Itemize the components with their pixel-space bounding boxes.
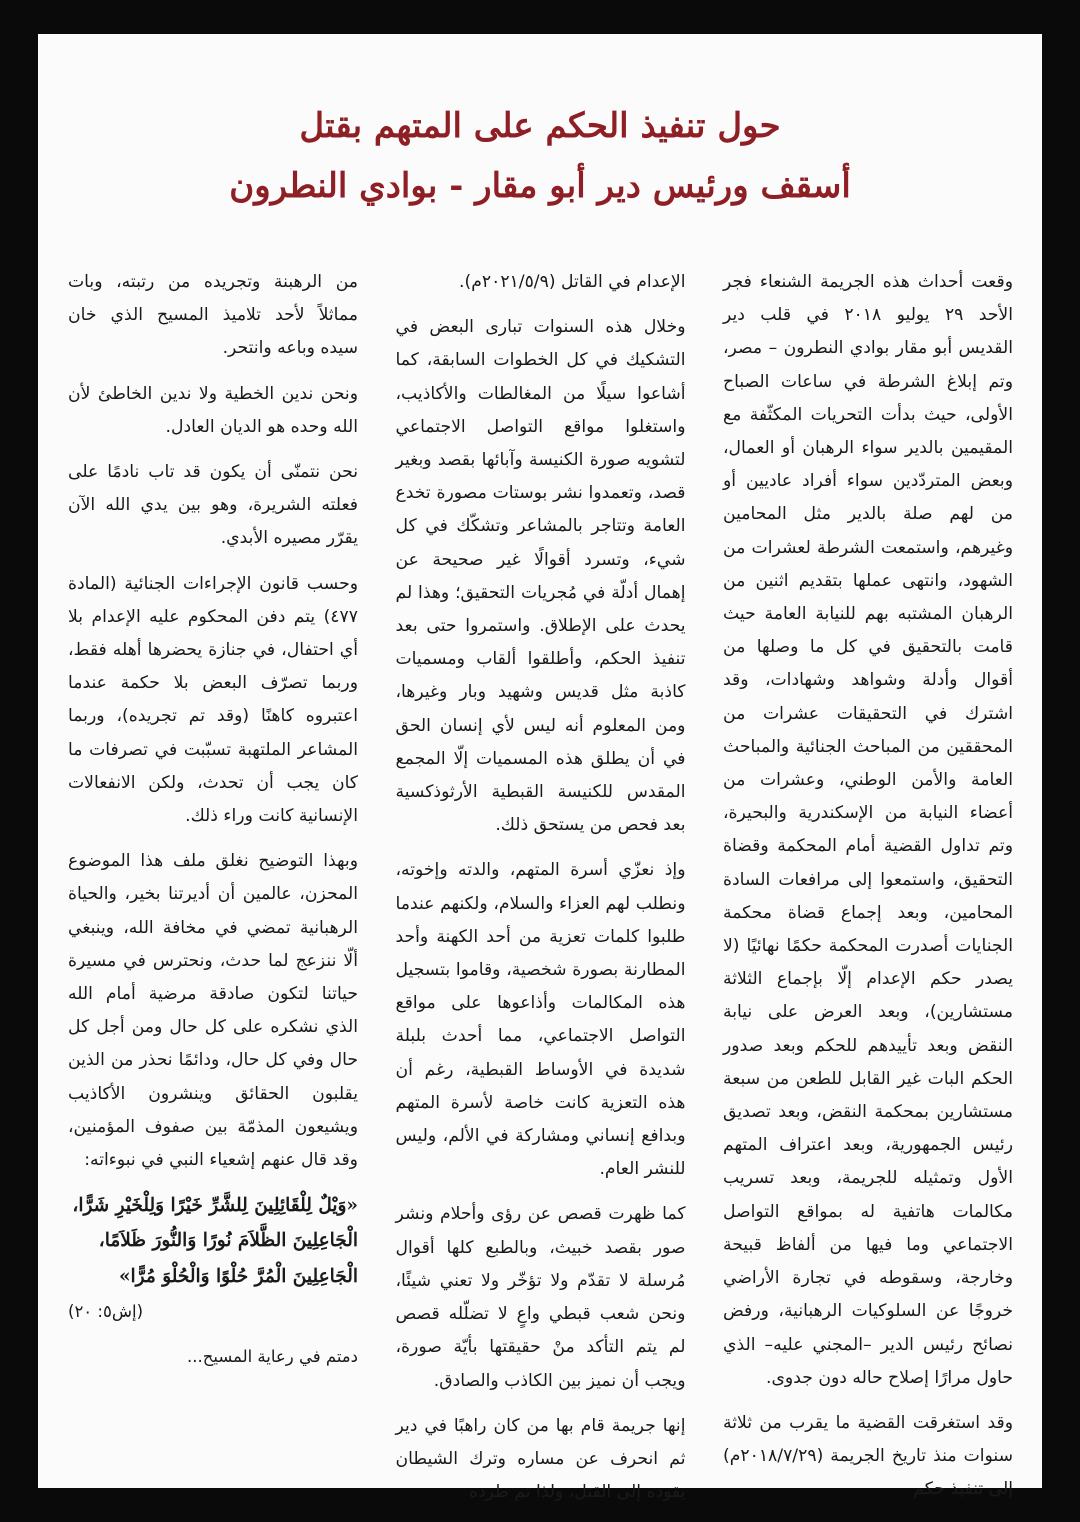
article-title-line-2: أسقف ورئيس دير أبو مقار - بوادي النطرون [229, 166, 851, 206]
column-3-paragraph: وبهذا التوضيح نغلق ملف هذا الموضوع المحزن، عالمين أن أديرتنا بخير، والحياة الرهبانية تمضي في مخافة الله، وينبغي ألّا ننزعج لما حدث، ونحترس في مسيرة حياتنا لتكون صادقة مرضية أمام الله الذي نشكره على كل حال ومن أجل كل حال وفي كل حال، ودائمًا نحذر من الذين يقلبون الحقائق وينشرون الأكاذيب ويشيعون المذمّة بين صفوف المؤمنين، وقد قال عنهم إشعياء النبي في نبوءاته: [68, 851, 358, 1171]
bible-verse-line: الْجَاعِلِينَ الْمُرَّ حُلْوًا وَالْحُلْوَ مُرًّا» [118, 1265, 358, 1287]
article-page [38, 34, 1042, 1503]
column-2-paragraph: كما ظهرت قصص عن رؤى وأحلام ونشر صور بقصد خبيث، وبالطبع كلها أقوال مُرسلة لا تقدّم ولا تؤخّر ولا تعني شيئًا، ونحن شعب قبطي واعٍ لا تضلّله قصص لم يتم التأكد منْ حقيقتها بأيّة صورة، ويجب أن نميز بين الكاذب والصادق. [395, 1204, 686, 1391]
verse-reference: (إش٥: ٢٠) [68, 1301, 144, 1321]
article-title-line-1: حول تنفيذ الحكم على المتهم بقتل [299, 106, 781, 146]
column-3-paragraph: من الرهبنة وتجريده من رتبته، وبات مماثلاً لأحد تلاميذ المسيح الذي خان سيده وباعه وانتحر. [68, 272, 358, 359]
column-2-paragraph: إنها جريمة قام بها من كان راهبًا في دير ثم انحرف عن مساره وترك الشيطان يقوده إلى القتل، ولذا تم طرده [395, 1415, 686, 1503]
column-2-paragraph: وخلال هذه السنوات تبارى البعض في التشكيك في كل الخطوات السابقة، كما أشاعوا سيلًا من المغالطات والأكاذيب، واستغلوا مواقع التواصل الاجتماعي لتشويه صورة الكنيسة وآبائها بقصد وبغير قصد، وتعمدوا نشر بوستات مصورة تخدع العامة وتتاجر بالمشاعر وتشكّك في كل شيء، وتسرد أقوالًا غير صحيحة عن إهمال أدلّة في مُجريات التحقيق؛ وهذا لم يحدث على الإطلاق. واستمروا حتى بعد تنفيذ الحكم، وأطلقوا ألقاب ومسميات كاذبة مثل قديس وشهيد وبار وغيرها، ومن المعلوم أنه ليس لأي إنسان الحق في أن يطلق هذه المسميات إلّا المجمع المقدس للكنيسة القبطية الأرثوذكسية بعد فحص من يستحق ذلك. [395, 317, 686, 836]
column-2 [395, 266, 686, 1503]
column-3-paragraph: وحسب قانون الإجراءات الجنائية (المادة ٤٧٧) يتم دفن المحكوم عليه الإعدام بلا أي احتفال، في جنازة يحضرها أهله فقط، وربما تصرّف البعض بلا حكمة عندما اعتبروه كاهنًا (وقد تم تجريده)، وربما المشاعر الملتهبة تسبّبت في تصرفات ما كان يجب أن تحدث، ولكن الانفعالات الإنسانية كانت وراء ذلك. [68, 573, 358, 827]
column-3-paragraph: نحن نتمنّى أن يكون قد تاب نادمًا على فعلته الشريرة، وهو بين يدي الله الآن يقرّر مصيره الأبدي. [68, 462, 358, 549]
article-columns [68, 266, 1014, 1503]
column-1-paragraph: وقد استغرقت القضية ما يقرب من ثلاثة سنوات منذ تاريخ الجريمة (٢٠١٨/٧/٢٩م) إلى تنفيذ حكم [723, 1412, 1013, 1500]
column-3 [68, 266, 358, 1456]
column-1-paragraph: وقعت أحداث هذه الجريمة الشنعاء فجر الأحد ٢٩ يوليو ٢٠١٨ في قلب دير القديس أبو مقار بوادي النطرون – مصر، وتم إبلاغ الشرطة في ساعات الصباح الأولى، حيث بدأت التحريات المكثّفة مع المقيمين بالدير سواء الرهبان أو العمال، وبعض المتردّدين سواء أفراد عاديين أو من لهم صلة بالدير مثل المحامين وغيرهم، واستمعت الشرطة لعشرات من الشهود، وانتهى عملها بتقديم اثنين من الرهبان المشتبه بهم للنيابة العامة حيث قامت بالتحقيق في كل ما وصلها من أقوال وأدلة وشواهد وشهادات، وقد اشترك في التحقيقات عشرات من المحققين من المباحث الجنائية والمباحث العامة والأمن الوطني، وعشرات من أعضاء النيابة من الإسكندرية والبحيرة، وتم تداول القضية أمام المحكمة وقضاة التحقيق، واستمعوا إلى مرافعات السادة المحامين، وبعد إجماع قضاة محكمة الجنايات أصدرت المحكمة حكمًا نهائيًا (لا يصدر حكم الإعدام إلّا بإجماع الثلاثة مستشارين)، وبعد العرض على نيابة النقض وبعد تأييدهم للحكم وبعد صدور الحكم البات غير القابل للطعن من سبعة مستشارين بمحكمة النقض، وبعد تصديق رئيس الجمهورية، وبعد اعتراف المتهم الأول وتمثيله للجريمة، وبعد تسريب مكالمات هاتفية له بمواقع التواصل الاجتماعي وما فيها من ألفاظ قبيحة وخارجة، وسقوطه في تجارة الأراضي خروجًا عن السلوكيات الرهبانية، ورفض نصائح رئيس الدير –المجني عليه– الذي حاول مرارًا إصلاح حاله دون جدوى. [723, 272, 1014, 1388]
column-1 [723, 266, 1014, 1500]
column-2-paragraph: وإذ نعزّي أسرة المتهم، والدته وإخوته، ونطلب لهم العزاء والسلام، ولكنهم عندما طلبوا كلمات تعزية من أحد الكهنة وأحد المطارنة بصورة شخصية، وقاموا بتسجيل هذه المكالمات وأذاعوها على مواقع التواصل الاجتماعي، مما أحدث بلبلة شديدة في الأوساط القبطية، رغم أن هذه التعزية كانت خاصة لأسرة المتهم وبدافع إنساني ومشاركة في الألم، وليس للنشر العام. [395, 860, 686, 1180]
article-header [38, 96, 1042, 216]
closing-blessing: دمتم في رعاية المسيح... [186, 1347, 358, 1367]
bible-verse-line: الْجَاعِلِينَ الظَّلاَمَ نُورًا وَالنُّورَ ظَلاَمًا، [98, 1230, 358, 1252]
column-2-paragraph: الإعدام في القاتل (٢٠٢١/٥/٩م). [459, 272, 686, 292]
bible-verse-line: «وَيْلٌ لِلْقَائِلِينَ لِلشَّرِّ خَيْرًا وَلِلْخَيْرِ شَرًّا، [72, 1195, 358, 1217]
column-3-paragraph: ونحن ندين الخطية ولا ندين الخاطئ لأن الله وحده هو الديان العادل. [68, 383, 358, 437]
